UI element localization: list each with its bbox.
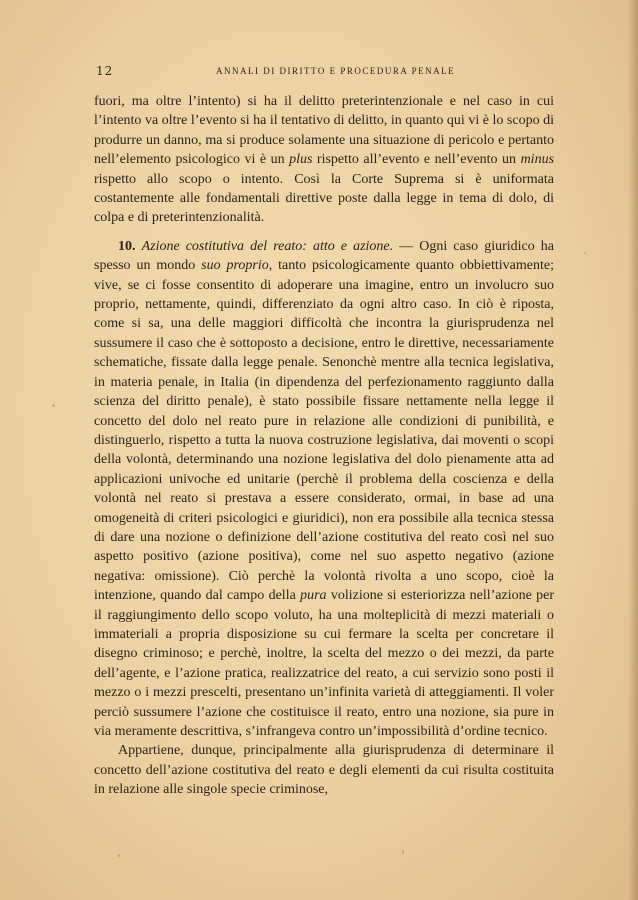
foxing-spot (402, 850, 404, 854)
body-text (94, 92, 554, 800)
running-head: ANNALI DI DIRITTO E PROCEDURA PENALE (216, 66, 456, 76)
italic-term-minus: minus (520, 152, 555, 168)
paragraph-1 (94, 92, 554, 228)
paragraph-2 (94, 237, 554, 742)
italic-term-suo-proprio: suo proprio (201, 258, 269, 274)
text-run: rispetto all’evento e nell’evento un (312, 152, 521, 168)
text-run: — Ogni caso giuridico ha spesso un mondo (94, 238, 555, 274)
paragraph-3: Appartiene, dunque, principalmente alla giurisprudenza di determinare il concetto dell’azione costitutiva del reato e degli elementi da cui risulta costituita in relazione alle singole specie criminose, (94, 743, 554, 798)
page-number: 12 (96, 64, 114, 78)
foxing-spot (118, 854, 120, 857)
section-number: 10. (118, 238, 136, 254)
italic-term-plus: plus (289, 152, 313, 168)
foxing-spot (584, 252, 586, 254)
page-header (96, 64, 550, 80)
foxing-spot (52, 404, 55, 407)
section-title: Azione costitutiva del reato: atto e azione. (141, 238, 394, 254)
text-run: fuori, ma oltre l’intento) si ha il delitto preterintenzionale e nel caso in cui l’intento va oltre l’evento si ha il tentativo di delitto, in quanto qui vi è lo scopo di produrre un danno, ma si produce solamente una situazione di pericolo e pertanto nell’elemento psicologico vi è un (94, 94, 554, 168)
italic-term-pura: pura (300, 588, 327, 604)
text-run: rispetto allo scopo o intento. Così la Corte Suprema si è uniformata costantemente alle fondamentali direttive poste dalla legge in tema di dolo, di colpa e di preterintenzionalità. (94, 171, 554, 226)
text-run: volizione si esteriorizza nell’azione per il raggiungimento dello scopo voluto, ha una molteplicità di mezzi materiali o immateriali a propria disposizione su cui fermare la scelta per concretare il disegno criminoso; e perchè, inoltre, la scelta del mezzo o dei mezzi, da parte dell’agente, e l’azione pratica, realizzatrice del reato, a cui servizio sono posti il mezzo o i mezzi prescelti, presentano un’infinita varietà di atteggiamenti. Il voler perciò sussumere l’azione che costituisce il reato, entro una nozione, sia pure in via meramente descrittiva, s’infrangeva contro un’impossibilità d’ordine tecnico. (94, 588, 554, 739)
text-run: , tanto psicologicamente quanto obbiettivamente; vive, se ci fosse consentito di adoperare una imagine, entro un involucro suo proprio, nettamente, quindi, differenziato da ogni altro caso. In ciò è riposta, come si sa, una delle maggiori difficoltà che incontra la giurisprudenza nel sussumere il caso che è sottoposto a decisione, entro le direttive, necessariamente schematiche, fissate dalla legge penale. Senonchè mentre alla tecnica legislativa, in materia penale, in Italia (in dipendenza del perfezionamento raggiunto dalla scienza del diritto penale), è stato possibile fissare nettamente nella legge il concetto del dolo nel reato pure in relazione alle condizioni di punibilità, e distinguerlo, rispetto a tutta la nuova costruzione legislativa, dai moventi o scopi della volontà, determinando una nozione legislativa del dolo pienamente atta ad applicazioni univoche ed unitarie (perchè il problema della coscienza e della volontà nel reato si prestava a essere considerato, ormai, in base ad una omogeneità di criteri psicologici e giuridici), non era possibile alla tecnica stessa di dare una nozione o definizione dell’azione costitutiva del reato così nel suo aspetto positivo (azione positiva), come nel suo aspetto negativo (azione negativa: omissione). Ciò perchè la volontà rivolta a uno scopo, cioè la intenzione, quando dal campo della (94, 258, 554, 604)
page-edge-shadow (628, 0, 638, 900)
